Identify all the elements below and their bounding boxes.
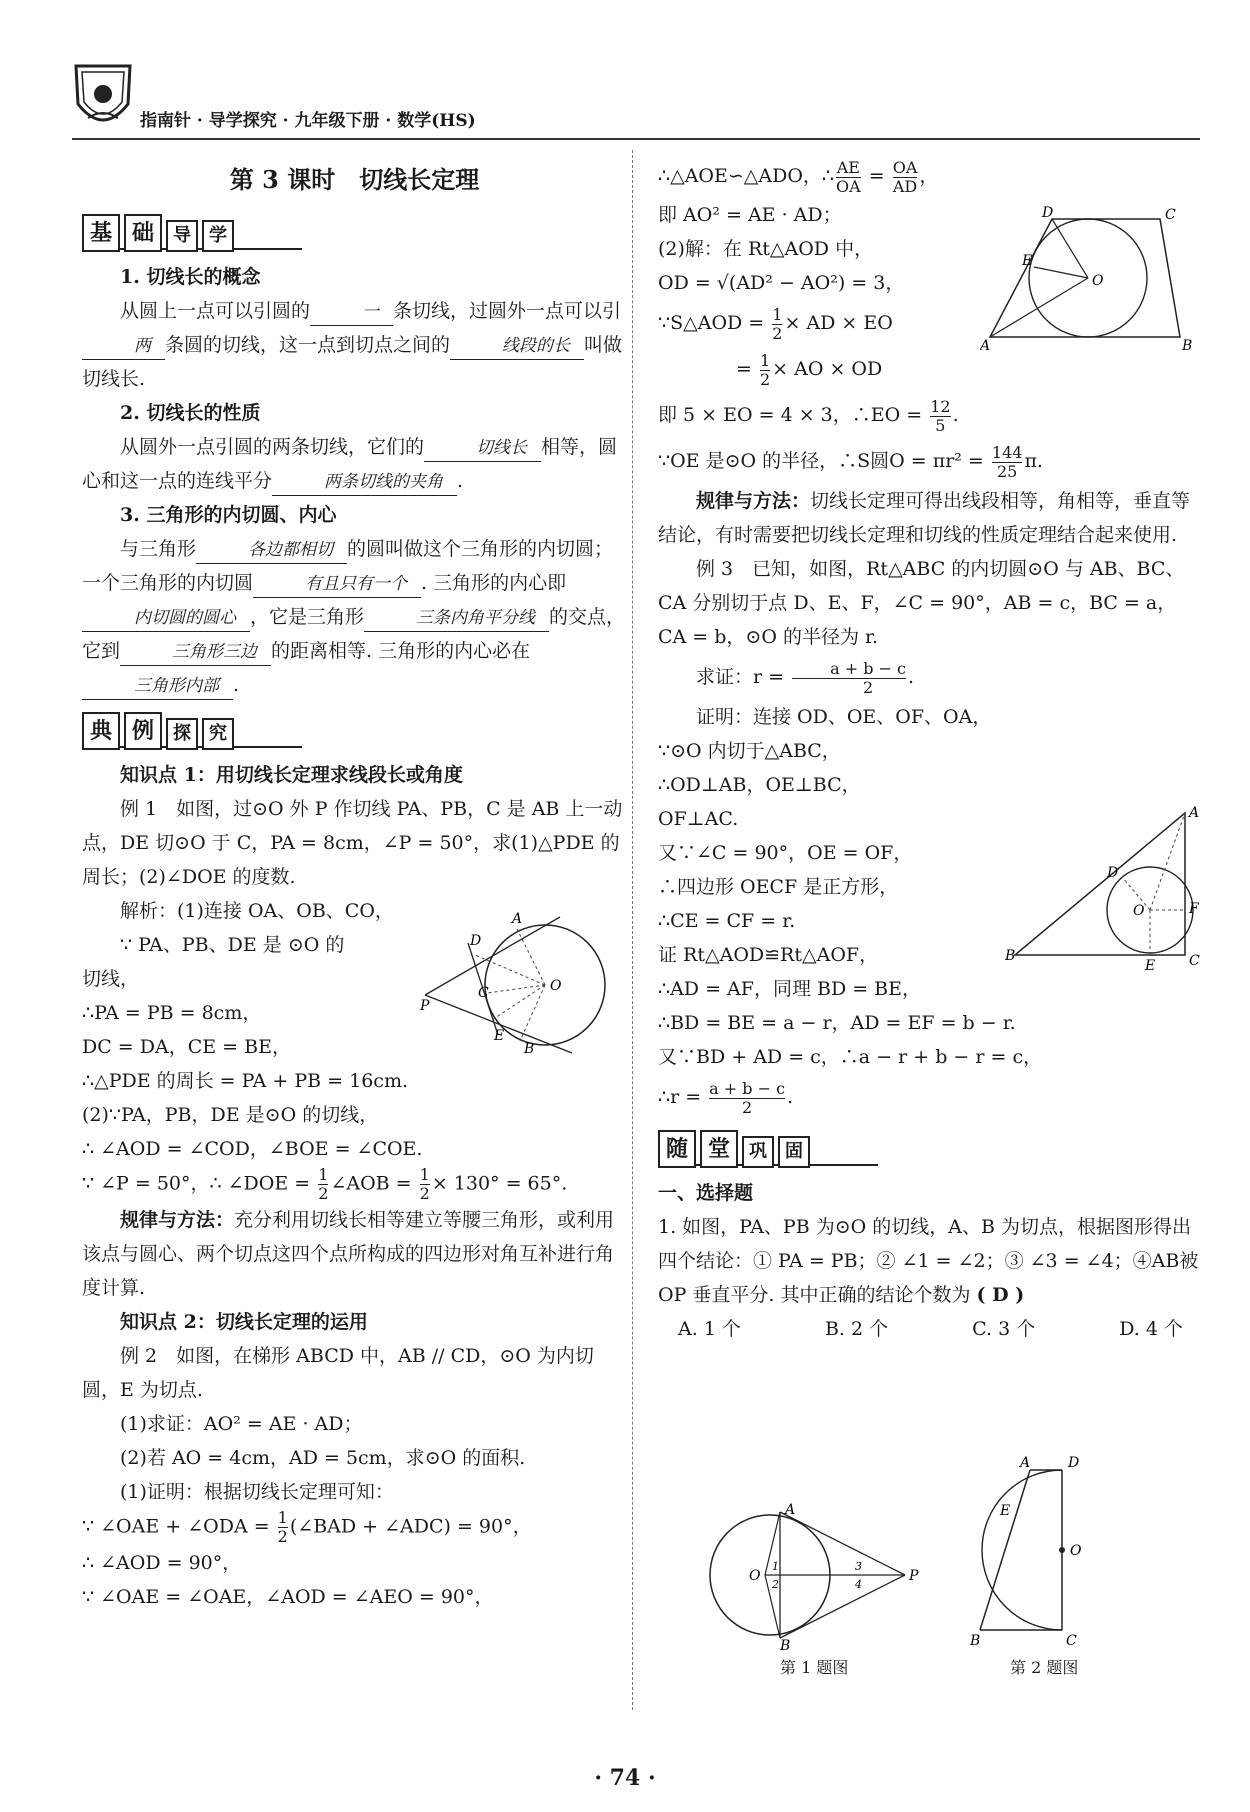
s1-text: 从圆上一点可以引圆的 一 条切线，过圆外一点可以引两 条圆的切线，这一点到切点之间的 线段的长 叫做切线长. (82, 300, 623, 390)
svg-text:O: O (1092, 273, 1104, 289)
proof-line: 又∵∠C = 90°，OE = OF， (658, 842, 913, 864)
section-choice: 一、选择题 (658, 1182, 754, 1204)
svg-text:D: D (1042, 205, 1054, 221)
example-2: 例 2 如图，在梯形 ABCD 中，AB // CD，⊙O 为内切圆，E 为切点. (82, 1345, 594, 1401)
s2-text: 从圆外一点引圆的两条切线，它们的 切线长 相等，圆心和这一点的连线平分 两条切线的夹角 . (82, 430, 627, 498)
r-line: ∵OE 是⊙O 的半径，∴S圆O = πr² = $\frac{144}{25}$ π. (658, 442, 1043, 481)
proof-line: ∵⊙O 内切于△ABC， (658, 740, 841, 762)
svg-text:A: A (980, 338, 991, 354)
caption-question-1: 第 1 题图 (780, 1658, 849, 1677)
svg-text:F: F (1189, 901, 1199, 917)
proof-line: OF⊥AC. (658, 808, 739, 830)
ex1-line: DC = DA，CE = BE， (82, 1036, 291, 1058)
svg-text:3: 3 (855, 1560, 862, 1573)
banner-char: 基 (82, 214, 120, 252)
r-line: 即 5 × EO = 4 × 3，∴EO = $\frac{12}{5}$ . (658, 396, 959, 435)
svg-text:P: P (909, 1568, 919, 1584)
s2-title: 2. 切线长的性质 (120, 402, 261, 424)
example-1: 例 1 如图，过⊙O 外 P 作切线 PA、PB，C 是 AB 上一动点，DE 切⊙O 于 C，PA = 8cm，∠P = 50°，求(1)△PDE 的周长；(2)∠DOE 的度数. (82, 798, 623, 888)
svg-text:C: C (1189, 953, 1200, 969)
page-number: · 74 · (594, 1765, 656, 1791)
option-d: D. 4 个 (1119, 1318, 1183, 1340)
svg-text:O: O (749, 1568, 761, 1584)
figure-example-2 (980, 205, 1200, 355)
svg-text:E: E (1000, 1503, 1011, 1519)
answer-blank: 两 (82, 333, 165, 360)
svg-text:C: C (1165, 207, 1176, 223)
r-line: = $\frac{1}{2}$ × AO × OD (736, 350, 883, 389)
banner-char: 巩 (742, 1136, 774, 1168)
option-a: A. 1 个 (678, 1318, 741, 1340)
svg-text:D: D (1068, 1455, 1080, 1471)
r-line: ∴△AOE∽△ADO，∴ $\frac{AE}{OA}$ = $\frac{OA}{AD}$ ， (658, 157, 939, 196)
figure-example-1 (420, 905, 620, 1055)
banner-char: 础 (124, 214, 162, 252)
rule-2: 规律与方法：切线长定理可得出线段相等，角相等，垂直等结论，有时需要把切线长定理和切线的性质定理结合起来使用. (658, 490, 1191, 546)
proof-line: ∴四边形 OECF 是正方形， (658, 876, 899, 898)
answer-blank: 线段的长 (450, 333, 584, 360)
answer-blank: 切线长 (424, 435, 541, 462)
ex2-q2: (2)若 AO = 4cm，AD = 5cm，求⊙O 的面积. (120, 1447, 526, 1469)
knowledge-point-2: 知识点 2：切线长定理的运用 (120, 1311, 368, 1333)
answer-blank: 各边都相切 (196, 537, 347, 564)
proof-line: ∴OD⊥AB，OE⊥BC， (658, 774, 861, 796)
banner-char: 导 (166, 220, 198, 252)
svg-text:A: A (785, 1502, 796, 1518)
page-header (60, 60, 1200, 142)
svg-text:E: E (1022, 253, 1033, 269)
r-line: ∵S△AOD = $\frac{1}{2}$ × AD × EO (658, 304, 893, 343)
banner-char: 究 (202, 718, 234, 750)
svg-text:A: A (1189, 805, 1200, 821)
caption-question-2: 第 2 题图 (1010, 1658, 1079, 1677)
ex3-claim: 求证：r = $\frac{a + b - c}{2}$ . (696, 658, 915, 697)
ex1-line: ∴PA = PB = 8cm， (82, 1002, 262, 1024)
header-text: 指南针 · 导学探究 · 九年级下册 · 数学(HS) (140, 111, 476, 131)
banner-basic-guide (82, 208, 627, 252)
svg-text:B: B (1005, 948, 1016, 964)
r-line: OD = √(AD² − AO²) = 3， (658, 272, 905, 294)
banner-char: 探 (166, 718, 198, 750)
proof-line: ∴CE = CF = r. (658, 910, 796, 932)
answer-blank: 三角形三边 (120, 639, 271, 666)
ex1-line: 切线， (82, 968, 140, 990)
svg-text:B: B (524, 1041, 535, 1055)
proof-line: ∴r = $\frac{a + b - c}{2}$ . (658, 1078, 794, 1117)
banner-char: 堂 (700, 1130, 738, 1168)
left-column (82, 160, 627, 1614)
ex1-line: 解析：(1)连接 OA、OB、CO， (120, 900, 394, 922)
svg-text:E: E (494, 1028, 505, 1044)
svg-text:O: O (1070, 1543, 1082, 1559)
proof-line: 证明：连接 OD、OE、OF、OA， (696, 706, 992, 728)
banner-char: 例 (124, 712, 162, 750)
svg-text:O: O (1133, 903, 1145, 919)
rule-1: 规律与方法：充分利用切线长相等建立等腰三角形，或利用该点与圆心、两个切点这四个点所构成的四边形对角互补进行角度计算. (82, 1209, 615, 1299)
svg-text:E: E (1145, 958, 1156, 970)
s3-text: 与三角形 各边都相切 的圆叫做这个三角形的内切圆；一个三角形的内切圆 有且只有一个 . 三角形的内心即内切圆的圆心 ，它是三角形 三条内角平分线 的交点，它到 三角形三边 的距离相等. 三角形的内心必在三角形内部 . (82, 532, 627, 702)
ex1-line: ∵ PA、PB、DE 是 ⊙O 的 (120, 934, 345, 956)
svg-text:B: B (1182, 338, 1193, 354)
figure-question-1 (705, 1500, 925, 1650)
ex1-line: ∴ ∠AOD = ∠COD，∠BOE = ∠COE. (82, 1138, 423, 1160)
banner-char: 固 (778, 1136, 810, 1168)
banner-example-explore (82, 706, 627, 750)
svg-text:O: O (550, 978, 562, 994)
svg-text:A: A (1020, 1455, 1031, 1471)
book-logo-icon (70, 60, 136, 138)
svg-text:2: 2 (772, 1578, 779, 1591)
banner-char: 随 (658, 1130, 696, 1168)
ex2-line: (1)证明：根据切线长定理可知： (120, 1481, 394, 1503)
answer-blank: 内切圆的圆心 (82, 605, 250, 632)
option-b: B. 2 个 (824, 1318, 889, 1340)
lesson-title: 第 3 课时 切线长定理 (229, 165, 480, 194)
header-rule (72, 138, 1200, 140)
proof-line: 又∵BD + AD = c，∴a − r + b − r = c， (658, 1046, 1043, 1068)
svg-text:A: A (512, 911, 523, 927)
svg-text:D: D (470, 933, 482, 949)
answer-blank: 两条切线的夹角 (272, 469, 457, 496)
banner-classroom-practice (658, 1124, 1203, 1168)
proof-line: 证 Rt△AOD≌Rt△AOF， (658, 944, 879, 966)
r-line: (2)解：在 Rt△AOD 中， (658, 238, 874, 260)
s3-title: 3. 三角形的内切圆、内心 (120, 504, 337, 526)
ex2-line: ∴ ∠AOD = 90°， (82, 1552, 242, 1574)
banner-char: 学 (202, 220, 234, 252)
svg-text:C: C (1066, 1633, 1077, 1645)
answer-blank: 三角形内部 (82, 673, 233, 700)
svg-text:B: B (780, 1638, 791, 1650)
ex1-line: (2)∵PA，PB，DE 是⊙O 的切线， (82, 1104, 379, 1126)
question-1-options (658, 1312, 1203, 1346)
svg-text:C: C (478, 985, 489, 1001)
proof-line: ∴BD = BE = a − r，AD = EF = b − r. (658, 1012, 1016, 1034)
figure-question-2 (970, 1455, 1120, 1645)
ex1-line: ∴△PDE 的周长 = PA + PB = 16cm. (82, 1070, 409, 1092)
answer-blank: 有且只有一个 (253, 571, 421, 598)
r-line: 即 AO² = AE · AD； (658, 204, 842, 226)
knowledge-point-1: 知识点 1：用切线长定理求线段长或角度 (120, 764, 463, 786)
figure-example-3 (1005, 805, 1205, 970)
svg-text:4: 4 (855, 1578, 862, 1591)
s1-title: 1. 切线长的概念 (120, 266, 261, 288)
answer-blank: 一 (310, 299, 393, 326)
proof-line: ∴AD = AF，同理 BD = BE， (658, 978, 922, 1000)
svg-text:D: D (1107, 865, 1119, 881)
svg-text:P: P (420, 998, 430, 1014)
question-1-answer: ( D ) (976, 1284, 1025, 1306)
ex1-line: ∵ ∠P = 50°，∴ ∠DOE = $\frac{1}{2}$ ∠AOB = $\frac{1}{2}$ × 130° = 65°. (82, 1165, 568, 1203)
ex2-line: ∵ ∠OAE = ∠OAE，∠AOD = ∠AEO = 90°， (82, 1586, 494, 1608)
svg-text:1: 1 (772, 1560, 779, 1573)
svg-text:B: B (970, 1633, 981, 1645)
answer-blank: 三条内角平分线 (364, 605, 549, 632)
column-divider (632, 150, 633, 1710)
option-c: C. 3 个 (972, 1318, 1036, 1340)
ex2-line: ∵ ∠OAE + ∠ODA = $\frac{1}{2}$ (∠BAD + ∠ADC) = 90°， (82, 1508, 532, 1546)
banner-char: 典 (82, 712, 120, 750)
example-3: 例 3 已知，如图，Rt△ABC 的内切圆⊙O 与 AB、BC、CA 分别切于点 D、E、F，∠C = 90°，AB = c，BC = a，CA = b，⊙O 的半径为 r. (658, 558, 1185, 648)
ex2-q1: (1)求证：AO² = AE · AD； (120, 1413, 363, 1435)
question-1: 1. 如图，PA、PB 为⊙O 的切线，A、B 为切点，根据图形得出四个结论：① PA = PB；② ∠1 = ∠2；③ ∠3 = ∠4；④AB被 OP 垂直平分. 其中正确的结论个数为 ( D ) (658, 1216, 1199, 1306)
